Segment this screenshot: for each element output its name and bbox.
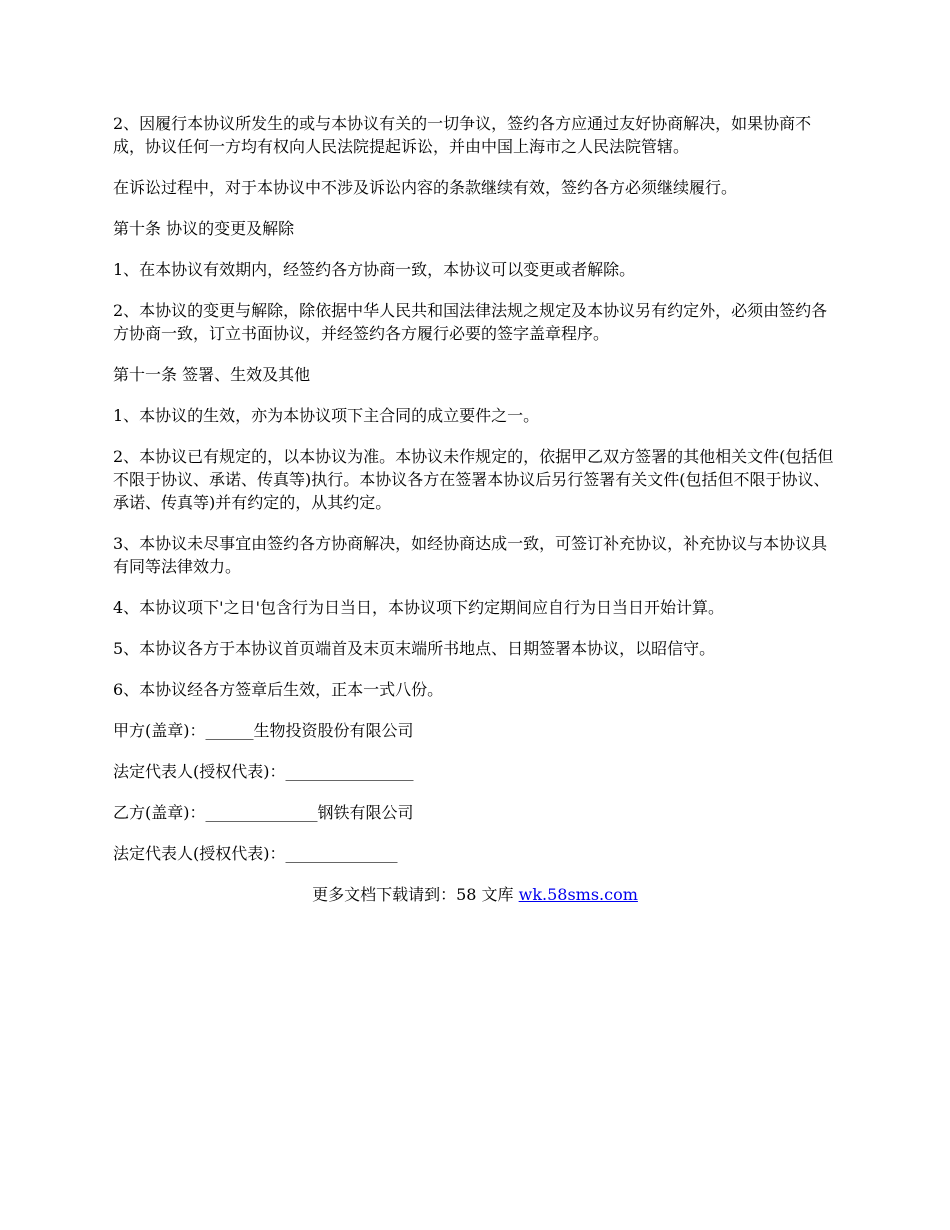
clause-paragraph: 2、本协议已有规定的，以本协议为准。本协议未作规定的，依据甲乙双方签署的其他相关文件(包括但不限于协议、承诺、传真等)执行。本协议各方在签署本协议后另行签署有关文件(包括但不限于协议、承诺、传真等)并有约定的，从其约定。 <box>113 447 834 512</box>
footer-link[interactable]: wk.58sms.com <box>518 885 638 904</box>
article-heading: 第十条 协议的变更及解除 <box>113 219 295 238</box>
party-a-representative-line: 法定代表人(授权代表)：________________ <box>113 762 414 781</box>
clause-paragraph: 在诉讼过程中，对于本协议中不涉及诉讼内容的条款继续有效，签约各方必须继续履行。 <box>113 178 738 197</box>
clause-paragraph: 3、本协议未尽事宜由签约各方协商解决，如经协商达成一致，可签订补充协议，补充协议与本协议具有同等法律效力。 <box>113 534 828 576</box>
document-page <box>113 112 843 924</box>
clause-paragraph: 1、在本协议有效期内，经签约各方协商一致，本协议可以变更或者解除。 <box>113 260 636 279</box>
download-footer <box>0 883 950 906</box>
party-b-representative-line: 法定代表人(授权代表)：______________ <box>113 844 398 863</box>
clause-paragraph: 6、本协议经各方签章后生效，正本一式八份。 <box>113 680 444 699</box>
party-a-signature-line: 甲方(盖章)：______生物投资股份有限公司 <box>113 721 414 740</box>
clause-paragraph: 4、本协议项下'之日'包含行为日当日，本协议项下约定期间应自行为日当日开始计算。 <box>113 598 724 617</box>
clause-paragraph: 5、本协议各方于本协议首页端首及末页末端所书地点、日期签署本协议，以昭信守。 <box>113 639 716 658</box>
article-heading: 第十一条 签署、生效及其他 <box>113 365 311 384</box>
clause-paragraph: 2、因履行本协议所发生的或与本协议有关的一切争议，签约各方应通过友好协商解决，如果协商不成，协议任何一方均有权向人民法院提起诉讼，并由中国上海市之人民法院管辖。 <box>113 114 812 156</box>
party-b-signature-line: 乙方(盖章)：______________钢铁有限公司 <box>113 803 414 822</box>
clause-paragraph: 2、本协议的变更与解除，除依据中华人民共和国法律法规之规定及本协议另有约定外，必须由签约各方协商一致，订立书面协议，并经签约各方履行必要的签字盖章程序。 <box>113 301 828 343</box>
clause-paragraph: 1、本协议的生效，亦为本协议项下主合同的成立要件之一。 <box>113 406 540 425</box>
footer-text: 更多文档下载请到：58 文库 <box>312 885 519 904</box>
